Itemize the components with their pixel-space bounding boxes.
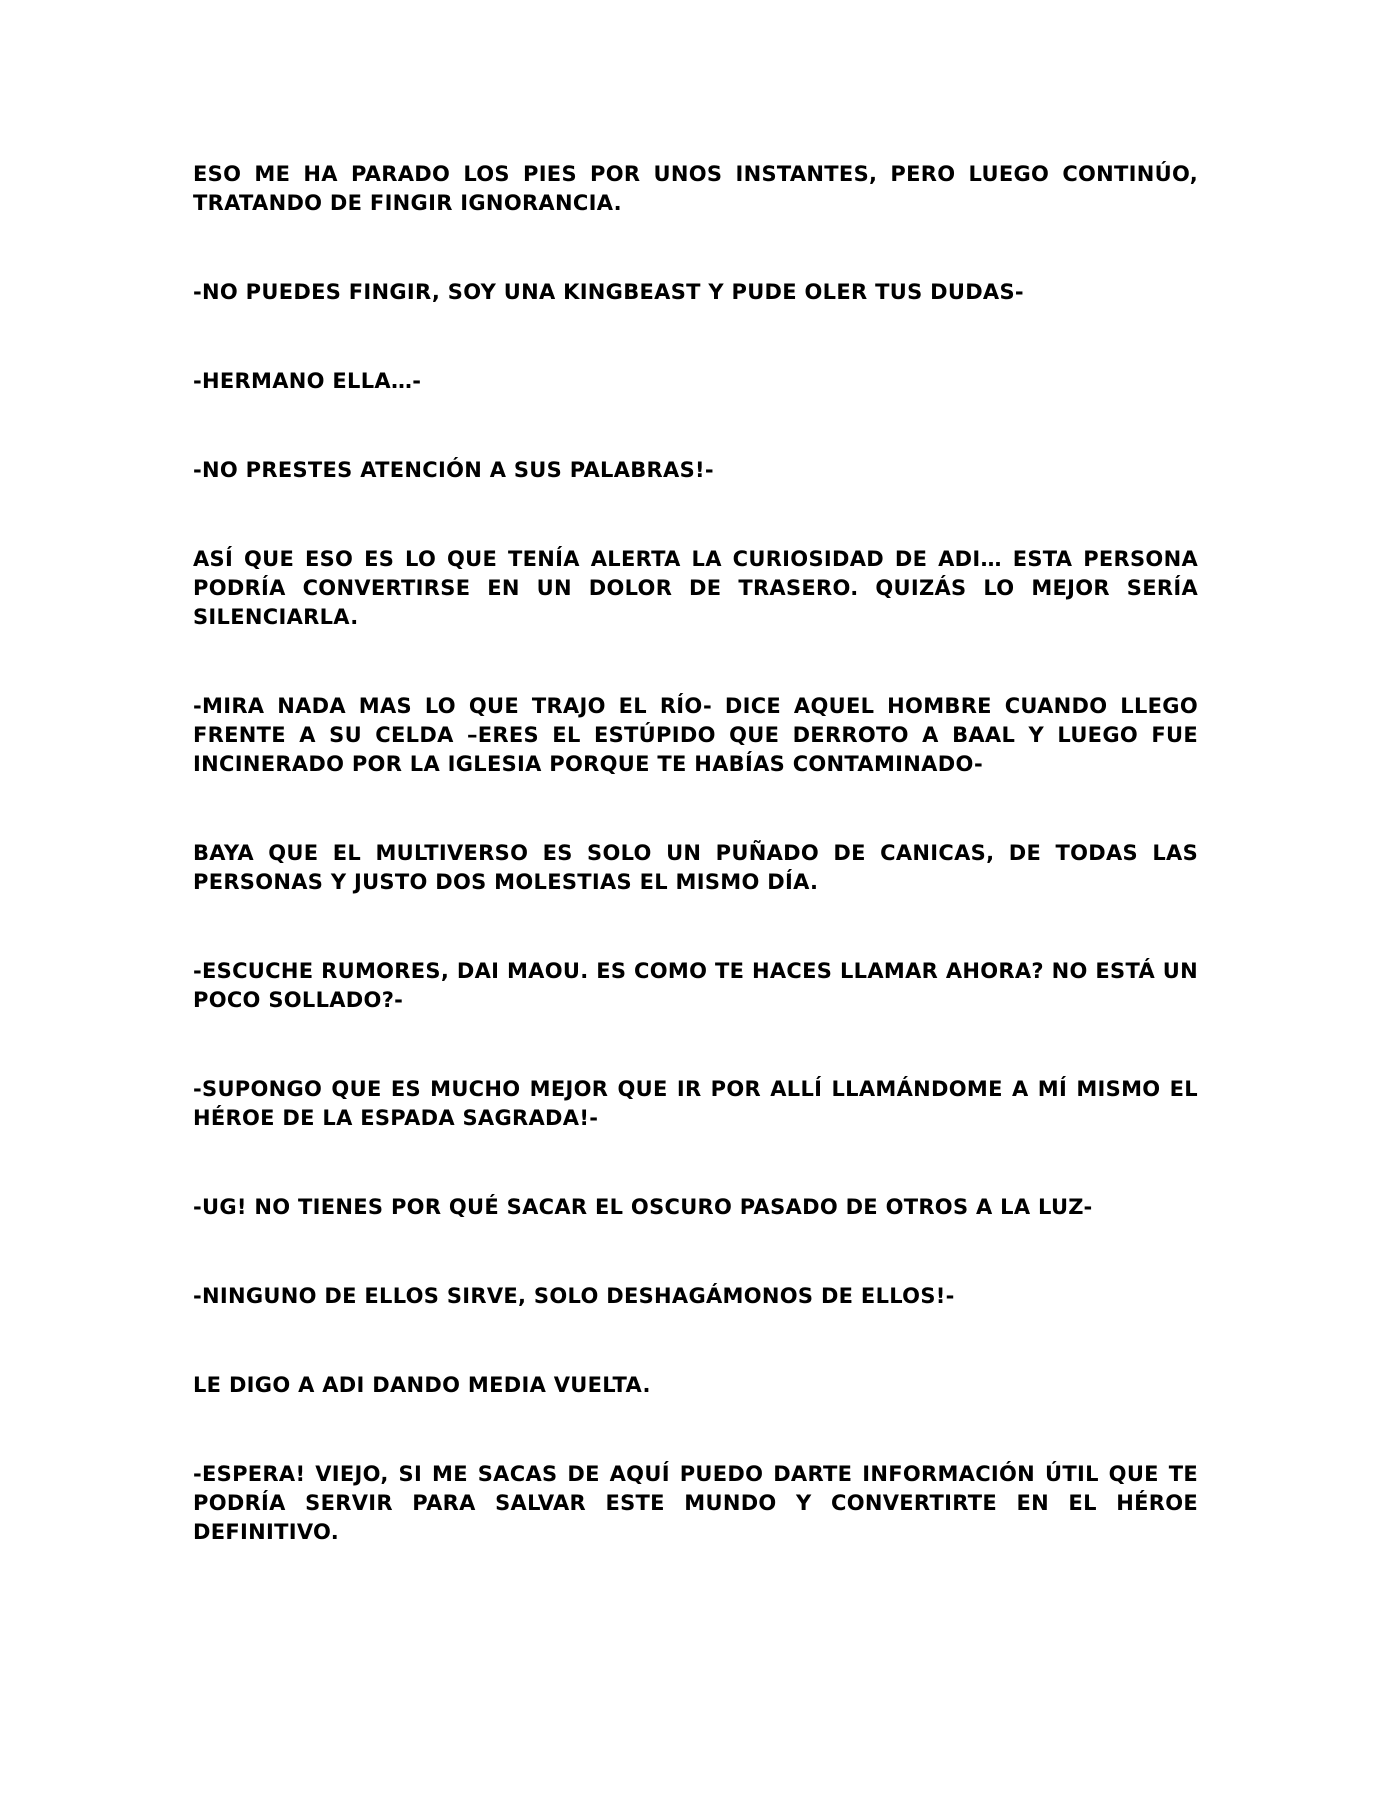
paragraph-3: -HERMANO ELLA…- bbox=[193, 369, 422, 393]
document-text-body bbox=[193, 160, 1198, 1547]
paragraph-9: -SUPONGO QUE ES MUCHO MEJOR QUE IR POR ALLÍ LLAMÁNDOME A MÍ MISMO EL HÉROE DE LA ESPADA SAGRADA!- bbox=[193, 1077, 1198, 1130]
paragraph-11: -NINGUNO DE ELLOS SIRVE, SOLO DESHAGÁMONOS DE ELLOS!- bbox=[193, 1284, 955, 1308]
paragraph-7: BAYA QUE EL MULTIVERSO ES SOLO UN PUÑADO DE CANICAS, DE TODAS LAS PERSONAS Y JUSTO DOS MOLESTIAS EL MISMO DÍA. bbox=[193, 841, 1198, 894]
paragraph-1: ESO ME HA PARADO LOS PIES POR UNOS INSTANTES, PERO LUEGO CONTINÚO, TRATANDO DE FINGIR IGNORANCIA. bbox=[193, 162, 1198, 215]
paragraph-2: -NO PUEDES FINGIR, SOY UNA KINGBEAST Y PUDE OLER TUS DUDAS- bbox=[193, 280, 1024, 304]
paragraph-5: ASÍ QUE ESO ES LO QUE TENÍA ALERTA LA CURIOSIDAD DE ADI… ESTA PERSONA PODRÍA CONVERTIRSE EN UN DOLOR DE TRASERO. QUIZÁS LO MEJOR SERÍA SILENCIARLA. bbox=[193, 547, 1198, 629]
paragraph-4: -NO PRESTES ATENCIÓN A SUS PALABRAS!- bbox=[193, 458, 714, 482]
paragraph-13: -ESPERA! VIEJO, SI ME SACAS DE AQUÍ PUEDO DARTE INFORMACIÓN ÚTIL QUE TE PODRÍA SERVIR PARA SALVAR ESTE MUNDO Y CONVERTIRTE EN EL HÉROE DEFINITIVO. bbox=[193, 1462, 1198, 1544]
paragraph-10: -UG! NO TIENES POR QUÉ SACAR EL OSCURO PASADO DE OTROS A LA LUZ- bbox=[193, 1195, 1093, 1219]
paragraph-8: -ESCUCHE RUMORES, DAI MAOU. ES COMO TE HACES LLAMAR AHORA? NO ESTÁ UN POCO SOLLADO?- bbox=[193, 959, 1198, 1012]
paragraph-12: LE DIGO A ADI DANDO MEDIA VUELTA. bbox=[193, 1373, 651, 1397]
paragraph-6: -MIRA NADA MAS LO QUE TRAJO EL RÍO- DICE AQUEL HOMBRE CUANDO LLEGO FRENTE A SU CELDA –ERES EL ESTÚPIDO QUE DERROTO A BAAL Y LUEGO FUE INCINERADO POR LA IGLESIA PORQUE TE HABÍAS CONTAMINADO- bbox=[193, 694, 1198, 776]
